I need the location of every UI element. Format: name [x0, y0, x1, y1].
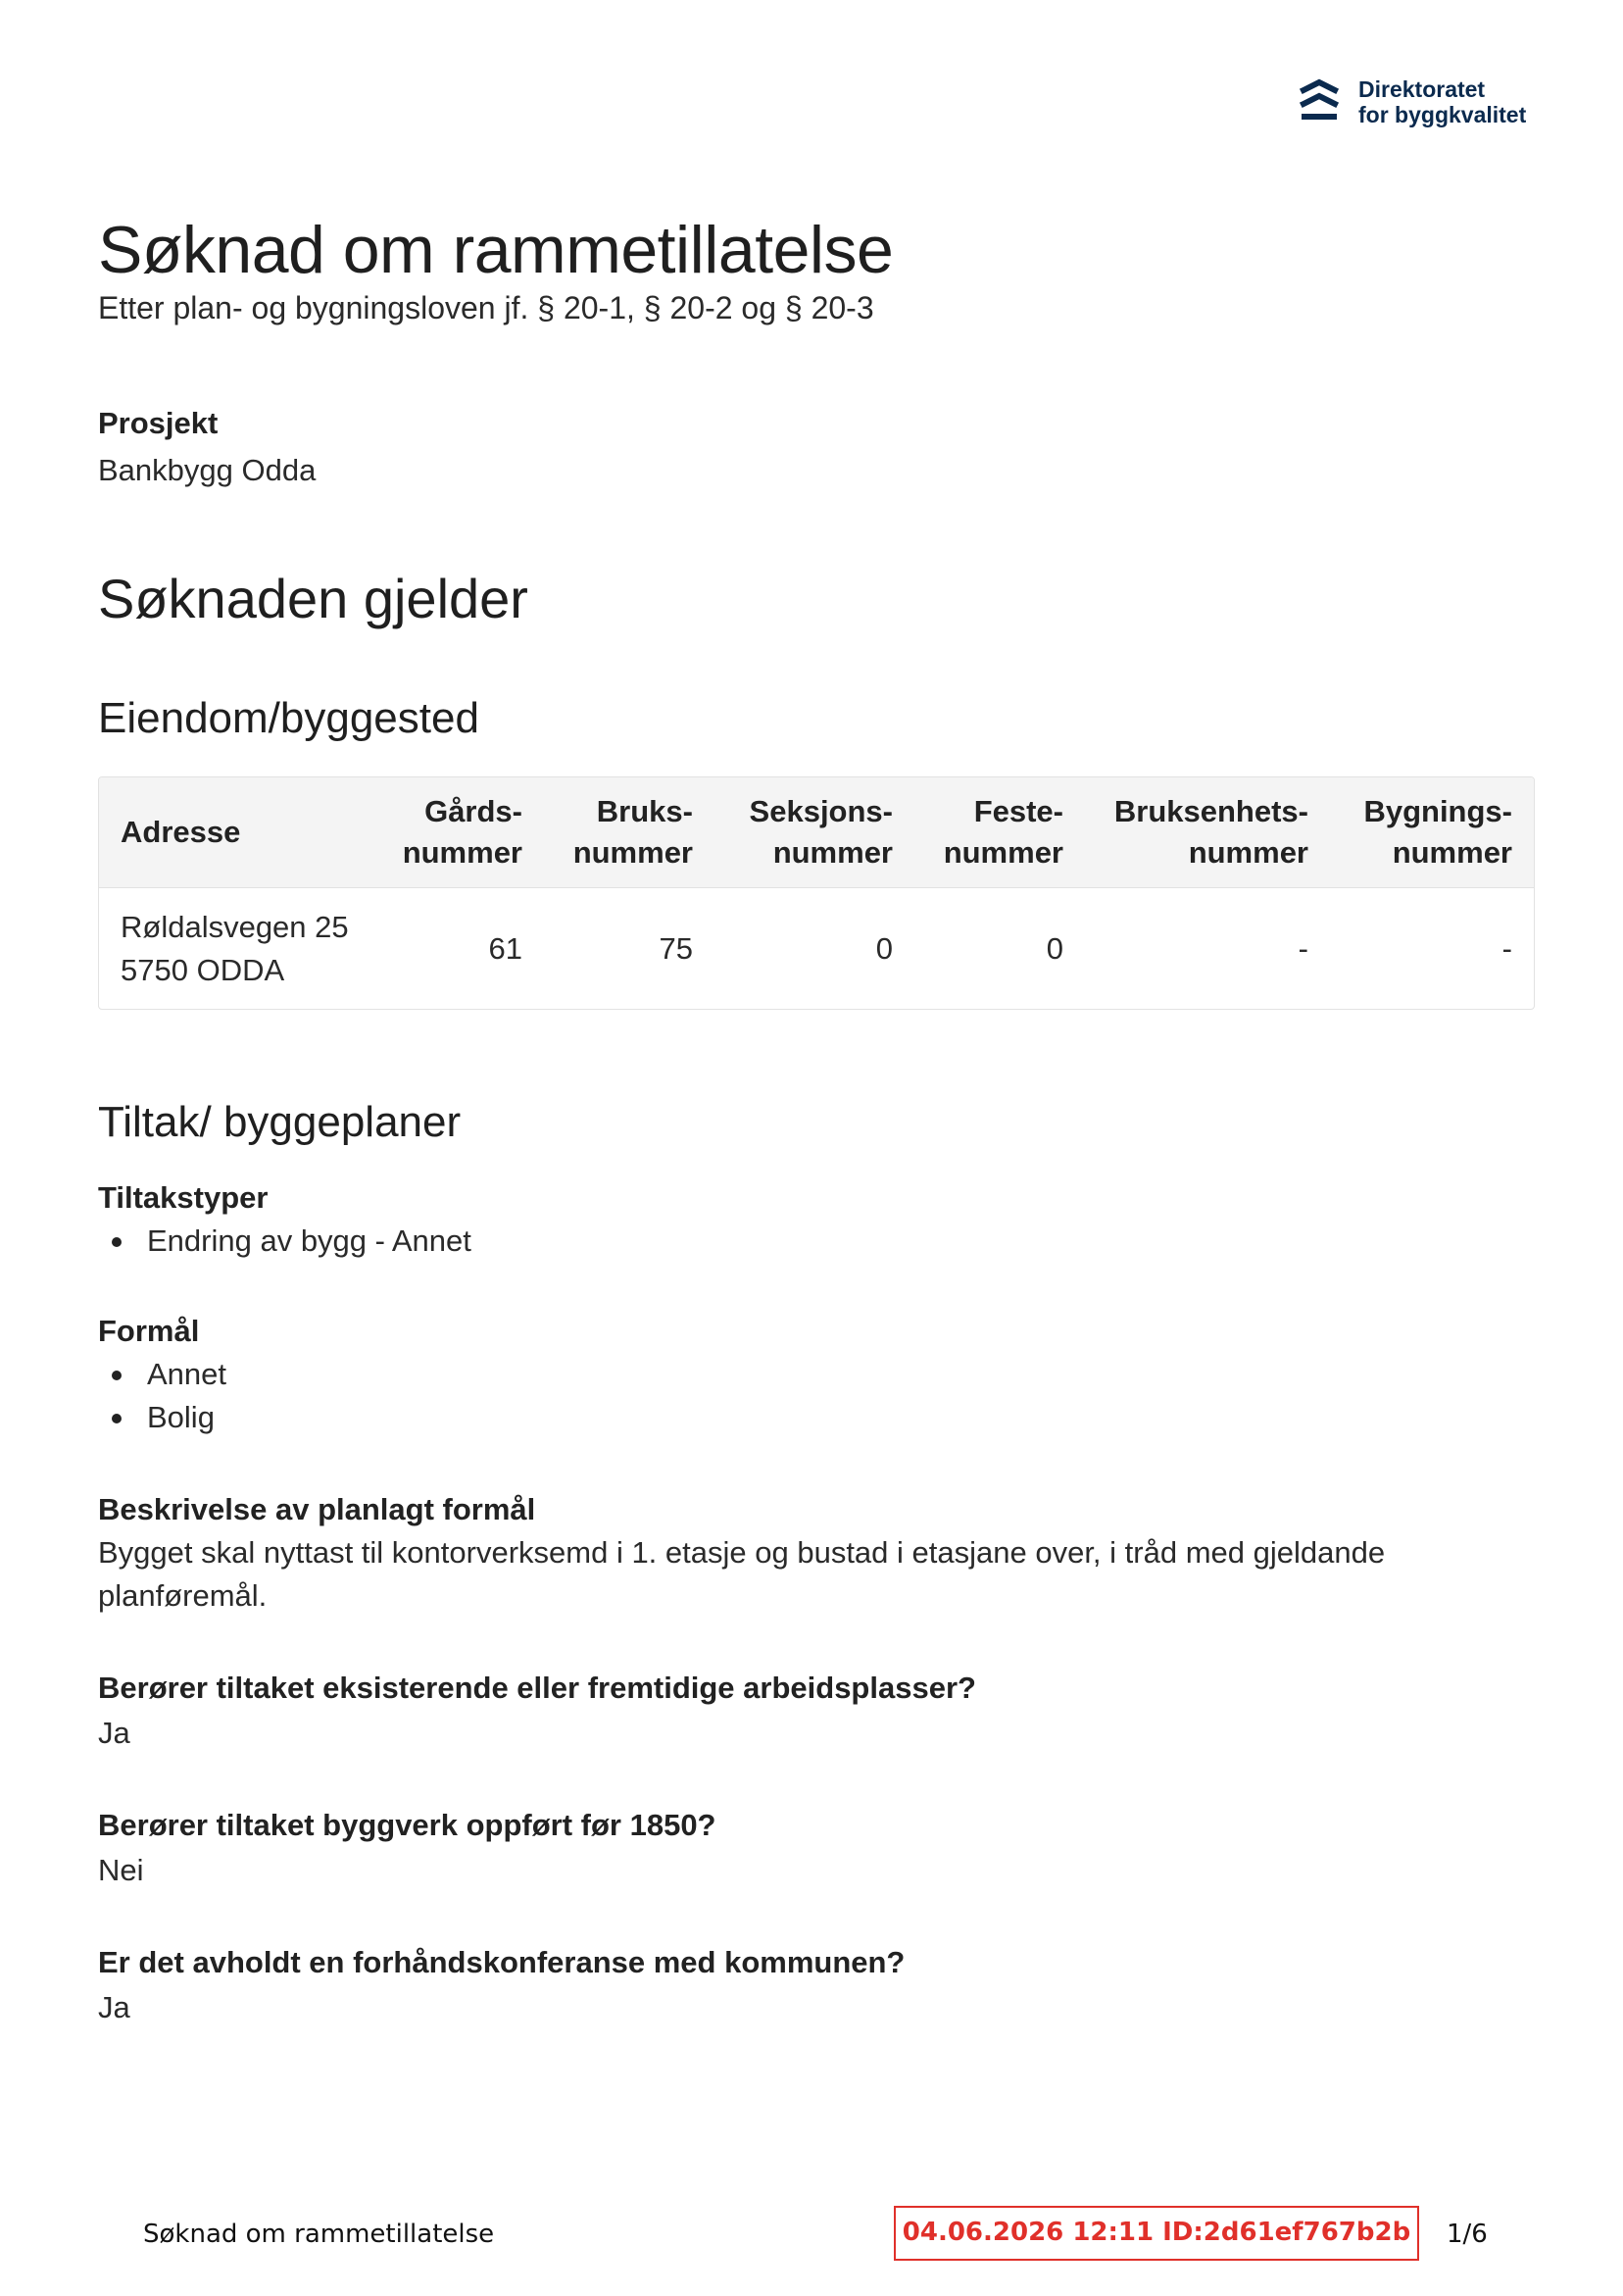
page-number: 1/6	[1447, 2220, 1488, 2249]
logo-line-1: Direktoratet	[1358, 76, 1486, 102]
cell-bruksnummer: 75	[659, 930, 693, 966]
tiltakstyper-label: Tiltakstyper	[98, 1180, 269, 1215]
tiltak-heading: Tiltak/ byggeplaner	[98, 1098, 462, 1146]
col-bruksenhetsnummer: Bruksenhets- nummer	[1085, 777, 1330, 888]
beskrivelse-value: Bygget skal nyttast til kontorverksemd i 1. etasje og bustad i etasjane over, i tråd med gjeldande planføremål.	[98, 1535, 1386, 1613]
col-seksjonsnummer: Seksjons- nummer	[714, 777, 914, 888]
cell-bruksenhetsnummer: -	[1298, 930, 1308, 966]
byggverk-label: Berører tiltaket byggverk oppført før 1850?	[98, 1808, 716, 1842]
col-festenummer: Feste- nummer	[914, 777, 1085, 888]
list-item: Endring av bygg - Annet	[98, 1220, 471, 1263]
eiendom-table	[98, 776, 1535, 1010]
formal-label: Formål	[98, 1314, 200, 1348]
byggverk-value: Nei	[98, 1853, 144, 1887]
formal-list	[98, 1353, 226, 1439]
table-header-row	[99, 777, 1534, 888]
col-bygningsnummer: Bygnings- nummer	[1330, 777, 1534, 888]
cell-bygningsnummer: -	[1501, 930, 1512, 966]
timestamp-stamp: 04.06.2026 12:11 ID:2d61ef767b2b	[894, 2206, 1419, 2261]
col-adresse: Adresse	[99, 777, 377, 888]
list-item: Bolig	[98, 1396, 226, 1439]
logo-line-2: for byggkvalitet	[1358, 102, 1527, 127]
cell-seksjonsnummer: 0	[875, 930, 893, 966]
prosjekt-label: Prosjekt	[98, 406, 219, 440]
cell-festenummer: 0	[1046, 930, 1063, 966]
list-item: Annet	[98, 1353, 226, 1396]
col-gardsnummer: Gårds- nummer	[377, 777, 544, 888]
table-row	[99, 888, 1534, 1010]
page-subtitle: Etter plan- og bygningsloven jf. § 20-1, § 20-2 og § 20-3	[98, 290, 874, 325]
arbeidsplasser-value: Ja	[98, 1716, 130, 1750]
beskrivelse-label: Beskrivelse av planlagt formål	[98, 1492, 536, 1526]
page-title: Søknad om rammetillatelse	[98, 213, 894, 287]
forhandskonferanse-value: Ja	[98, 1990, 130, 2024]
logo-text	[1358, 76, 1526, 127]
section-heading: Søknaden gjelder	[98, 568, 528, 629]
tiltakstyper-list	[98, 1220, 471, 1263]
cell-gardsnummer: 61	[488, 930, 522, 966]
footer-doc-title: Søknad om rammetillatelse	[143, 2220, 495, 2249]
logo	[1300, 76, 1535, 127]
prosjekt-value: Bankbygg Odda	[98, 453, 317, 487]
forhandskonferanse-label: Er det avholdt en forhåndskonferanse med kommunen?	[98, 1945, 906, 1979]
arbeidsplasser-label: Berører tiltaket eksisterende eller fremtidige arbeidsplasser?	[98, 1671, 976, 1705]
col-bruksnummer: Bruks- nummer	[544, 777, 714, 888]
logo-mark-icon	[1300, 76, 1339, 127]
cell-adresse: Røldalsvegen 25 5750 ODDA	[121, 909, 349, 987]
eiendom-heading: Eiendom/byggested	[98, 694, 479, 742]
